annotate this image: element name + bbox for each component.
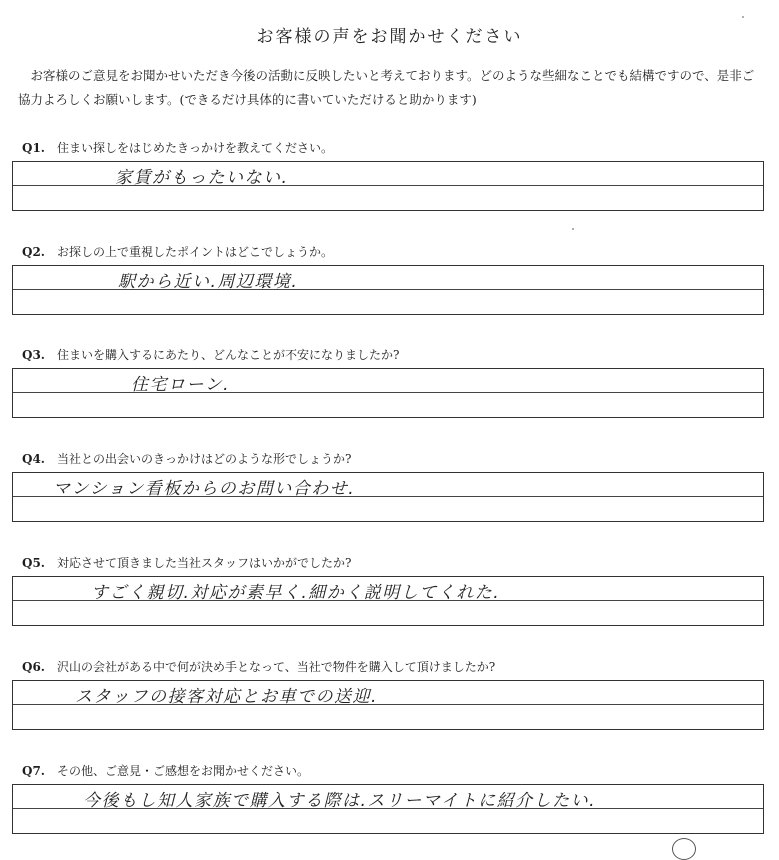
answer-box-1 [12, 161, 764, 211]
handwritten-mark [672, 838, 696, 860]
scan-speck [572, 228, 574, 230]
question-4-label [22, 450, 351, 467]
question-1-label [22, 139, 333, 156]
question-2-label [22, 243, 333, 260]
answer-4: マンション看板からのお問い合わせ. [53, 479, 356, 499]
answer-box-divider [13, 392, 763, 393]
intro-text: お客様のご意見をお聞かせいただき今後の活動に反映したいと考えております。どのような些細なことでも結構ですので、是非ご協力よろしくお願いします。(できるだけ具体的に書いていただけると助かります) [18, 68, 755, 107]
question-6-number: Q6. [22, 660, 45, 674]
answer-5: すごく親切.対応が素早く.細かく説明してくれた. [91, 583, 501, 603]
question-5-text: 対応させて頂きました当社スタッフはいかがでしたか? [56, 556, 352, 570]
question-5-number: Q5. [22, 556, 45, 570]
answer-7: 今後もし知人家族で購入する際は.スリーマイトに紹介したい. [83, 791, 596, 811]
answer-box-2 [12, 265, 764, 315]
question-3-number: Q3. [22, 348, 45, 362]
question-6-text: 沢山の会社がある中で何が決め手となって、当社で物件を購入して頂けましたか? [56, 660, 496, 674]
answer-box-4 [12, 472, 764, 522]
answer-6: スタッフの接客対応とお車での送迎. [75, 687, 378, 707]
question-7-number: Q7. [22, 764, 45, 778]
question-1-text: 住まい探しをはじめたきっかけを教えてください。 [56, 141, 333, 155]
scan-speck [742, 16, 744, 18]
question-5-label [22, 554, 351, 571]
question-3-text: 住まいを購入するにあたり、どんなことが不安になりましたか? [56, 348, 400, 362]
question-2-text: お探しの上で重視したポイントはどこでしょうか。 [56, 245, 333, 259]
question-4-number: Q4. [22, 452, 45, 466]
answer-box-7 [12, 784, 764, 834]
answer-box-5 [12, 576, 764, 626]
page-title: お客様の声をお聞かせください [256, 27, 523, 47]
answer-box-6 [12, 680, 764, 730]
answer-2: 駅から近い.周辺環境. [118, 272, 299, 292]
question-1-number: Q1. [22, 141, 45, 155]
answer-3: 住宅ローン. [131, 375, 231, 395]
question-2-number: Q2. [22, 245, 45, 259]
question-7-text: その他、ご意見・ご感想をお聞かせください。 [56, 764, 309, 778]
question-6-label [22, 658, 495, 675]
answer-box-3 [12, 368, 764, 418]
question-7-label [22, 762, 309, 779]
question-4-text: 当社との出会いのきっかけはどのような形でしょうか? [56, 452, 352, 466]
answer-1: 家賃がもったいない. [115, 168, 289, 188]
question-3-label [22, 346, 399, 363]
